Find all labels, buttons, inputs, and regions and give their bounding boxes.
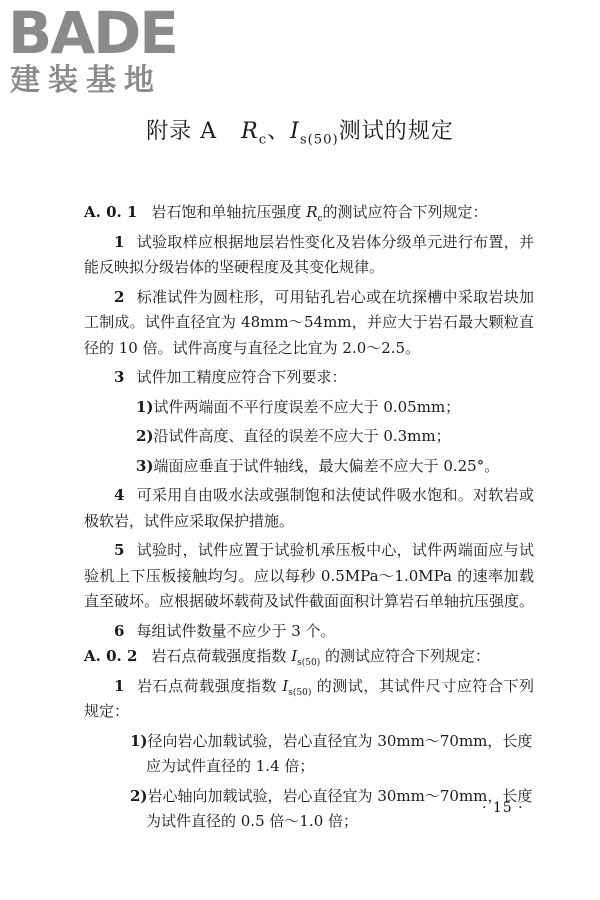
subitem-3-1 <box>84 395 534 421</box>
item-number: 2 <box>114 287 125 306</box>
item-text: 试验取样应根据地层岩性变化及岩体分级单元进行布置，并能反映拟分级岩体的坚硬程度及其变化规律。 <box>84 232 534 276</box>
clause-a01 <box>84 200 534 226</box>
item-text: 可采用自由吸水法或强制饱和法使试件吸水饱和。对软岩或极软岩，试件应采取保护措施。 <box>84 486 534 530</box>
subitem-a02-1-1 <box>84 729 534 755</box>
title-r-sub: c <box>258 132 268 148</box>
item-text: 岩石点荷载强度指数 <box>136 676 283 695</box>
clause-text: 的测试应符合下列规定： <box>322 203 488 221</box>
item-5 <box>84 538 534 615</box>
page-number: · 15 · <box>482 800 524 816</box>
item-6 <box>84 619 534 645</box>
subitem-number: 2) <box>136 427 154 445</box>
clause-number: A. 0. 2 <box>84 647 138 665</box>
symbol-i-sub: s(50) <box>288 687 312 698</box>
title-i-sub: s(50) <box>299 132 339 148</box>
title-i: I <box>290 119 300 144</box>
subitem-a02-1-1-cont <box>84 754 534 780</box>
subitem-number: 2) <box>130 786 148 805</box>
title-prefix: 附录 A <box>146 119 218 144</box>
bade-logo <box>8 0 188 104</box>
item-text: 试验时，试件应置于试验机承压板中心，试件两端面应与试验机上下压板接触均匀。应以每秒 0.5MPa～1.0MPa 的速率加载直至破坏。应根据破坏载荷及试件截面面积计算岩石单轴抗压强度。 <box>84 541 535 610</box>
item-text: 试件加工精度应符合下列要求： <box>136 368 347 386</box>
subitem-text: 端面应垂直于试件轴线，最大偏差不应大于 0.25°。 <box>153 456 500 475</box>
title-sep: 、 <box>267 119 291 144</box>
item-text: 的测试，其试件尺寸应符合下列规定： <box>84 676 534 720</box>
document-body <box>84 200 534 835</box>
subitem-text: 径向岩心加载试验，岩心直径宜为 30mm～70mm，长度 <box>147 731 533 750</box>
item-number: 3 <box>114 368 125 386</box>
appendix-title <box>0 116 600 148</box>
item-4 <box>84 483 534 534</box>
logo-brand: BADE <box>8 0 177 67</box>
clause-number: A. 0. 1 <box>84 203 138 221</box>
subitem-3-2 <box>84 424 534 450</box>
subitem-number: 3) <box>136 456 154 475</box>
symbol-r: R <box>306 203 318 221</box>
item-number: 1 <box>114 676 125 695</box>
item-text: 标准试件为圆柱形，可用钻孔岩心或在坑探槽中采取岩块加工制成。试件直径宜为 48mm～54mm，并应大于岩石最大颗粒直径的 10 倍。试件高度与直径之比宜为 2.0～2.5。 <box>84 287 534 357</box>
subitem-text: 沿试件高度、直径的误差不应大于 0.3mm； <box>153 427 451 445</box>
symbol-i-sub: s(50) <box>297 658 321 668</box>
item-number: 1 <box>114 232 125 251</box>
item-text: 每组试件数量不应少于 3 个。 <box>136 621 336 640</box>
item-number: 4 <box>114 486 125 504</box>
subitem-number: 1) <box>130 731 148 750</box>
symbol-r-sub: c <box>317 214 323 224</box>
clause-text: 岩石点荷载强度指数 <box>151 647 292 665</box>
subitem-text: 试件两端面不平行度误差不应大于 0.05mm； <box>153 397 461 416</box>
item-1 <box>84 230 534 281</box>
item-number: 5 <box>114 541 125 559</box>
subitem-text: 应为试件直径的 1.4 倍； <box>146 757 315 775</box>
item-3 <box>84 365 534 391</box>
subitem-a02-1-2 <box>84 784 534 810</box>
subitem-3-3 <box>84 454 534 480</box>
subitem-text: 岩心轴向加载试验，岩心直径宜为 30mm～70mm，长度 <box>147 786 533 805</box>
clause-a02 <box>84 644 534 670</box>
item-number: 6 <box>114 621 125 640</box>
subitem-a02-1-2-cont <box>84 809 534 835</box>
item-2 <box>84 285 534 362</box>
subitem-number: 1) <box>136 397 154 416</box>
clause-text: 的测试应符合下列规定： <box>320 647 490 665</box>
title-r: R <box>241 119 259 144</box>
symbol-i: I <box>282 676 289 695</box>
title-suffix: 测试的规定 <box>338 119 454 144</box>
symbol-i: I <box>291 647 298 665</box>
clause-text: 岩石饱和单轴抗压强度 <box>151 203 307 221</box>
item-a02-1 <box>84 674 534 725</box>
logo-subtitle: 建装基地 <box>10 63 162 98</box>
subitem-text: 为试件直径的 0.5 倍～1.0 倍； <box>146 812 359 830</box>
